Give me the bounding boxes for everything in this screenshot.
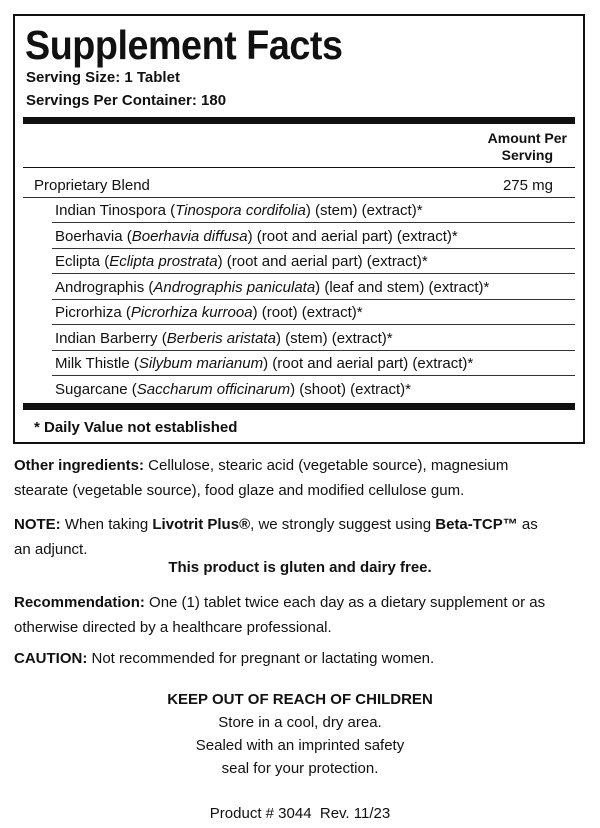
ingredient-row	[52, 351, 575, 376]
ingredient-row	[52, 224, 575, 249]
storage-line1: Store in a cool, dry area.	[218, 714, 382, 731]
note-adjunct: Beta-TCP™	[435, 516, 518, 533]
serving-size: Serving Size: 1 Tablet	[26, 69, 180, 86]
amount-header-line2: Serving	[501, 147, 553, 163]
ingredient-detail: ) (root and aerial part) (extract)*	[263, 355, 474, 372]
gluten-free-statement: This product is gluten and dairy free.	[168, 559, 432, 576]
storage-line2: Sealed with an imprinted safety	[195, 737, 405, 754]
ingredient-detail: ) (shoot) (extract)*	[290, 380, 411, 398]
ingredient-detail: ) (stem) (extract)*	[275, 329, 393, 347]
ingredient-detail: ) (root and aerial part) (extract)*	[247, 227, 458, 245]
blend-label: Proprietary Blend	[34, 177, 150, 194]
ingredient-row	[52, 377, 575, 402]
ingredient-latin: Andrographis paniculata	[153, 278, 316, 296]
ingredient-name: Boerhavia (	[55, 227, 132, 245]
ingredient-row	[52, 326, 575, 351]
ingredient-latin: Tinospora cordifolia	[175, 202, 306, 219]
other-ingredients-line2: stearate (vegetable source), food glaze and modified cellulose gum.	[14, 482, 465, 499]
thick-divider-bottom	[23, 403, 575, 410]
ingredient-detail: ) (root) (extract)*	[252, 304, 363, 321]
ingredient-name: Indian Tinospora (	[55, 202, 176, 219]
ingredient-name: Andrographis (	[55, 278, 154, 296]
ingredient-name: Picrorhiza (	[55, 304, 131, 321]
ingredient-row	[52, 275, 575, 300]
ingredient-detail: ) (leaf and stem) (extract)*	[315, 278, 490, 296]
ingredient-latin: Saccharum officinarum	[136, 380, 291, 398]
ingredient-name: Eclipta (	[55, 253, 110, 270]
ingredient-name: Sugarcane (	[55, 380, 137, 398]
keep-out-of-reach: KEEP OUT OF REACH OF CHILDREN	[167, 691, 433, 708]
ingredient-latin: Berberis aristata	[166, 329, 276, 347]
ingredient-name: Indian Barberry (	[55, 329, 167, 347]
recommendation-line1: One (1) tablet twice each day as a dietary supplement or as	[144, 594, 546, 611]
servings-per-container: Servings Per Container: 180	[26, 92, 227, 109]
storage-line3: seal for your protection.	[221, 760, 379, 777]
other-ingredients-label: Other ingredients:	[14, 457, 145, 474]
header-divider	[23, 167, 575, 168]
caution-paragraph	[14, 646, 588, 671]
note-text1: When taking	[60, 516, 153, 533]
recommendation-label: Recommendation:	[14, 594, 145, 611]
note-label: NOTE:	[14, 516, 61, 533]
note-paragraph	[14, 512, 588, 562]
recommendation-line2: otherwise directed by a healthcare professional.	[14, 619, 332, 636]
thick-divider-top	[23, 117, 575, 124]
daily-value-footnote: * Daily Value not established	[34, 419, 238, 436]
ingredient-latin: Eclipta prostrata	[109, 253, 218, 270]
note-product: Livotrit Plus®	[152, 516, 251, 533]
note-text2: , we strongly suggest using	[250, 516, 436, 533]
note-line2: an adjunct.	[14, 541, 88, 558]
facts-title: Supplement Facts	[25, 22, 343, 68]
other-ingredients	[14, 453, 588, 503]
ingredient-row	[52, 249, 575, 274]
blend-amount: 275 mg	[502, 177, 553, 194]
ingredient-row	[52, 198, 575, 223]
caution-label: CAUTION:	[14, 650, 88, 667]
ingredient-latin: Silybum marianum	[138, 355, 264, 372]
product-number: Product # 3044 Rev. 11/23	[209, 805, 391, 822]
recommendation-paragraph	[14, 590, 588, 640]
supplement-facts-panel	[13, 14, 585, 444]
other-ingredients-line1: Cellulose, stearic acid (vegetable source), magnesium	[144, 457, 509, 474]
amount-header-line1: Amount Per	[487, 130, 567, 146]
ingredient-latin: Boerhavia diffusa	[131, 227, 248, 245]
ingredient-detail: ) (stem) (extract)*	[305, 202, 423, 219]
ingredient-latin: Picrorhiza kurrooa	[130, 304, 253, 321]
amount-per-serving-header	[488, 130, 567, 164]
ingredient-row	[52, 300, 575, 325]
ingredient-detail: ) (root and aerial part) (extract)*	[217, 253, 428, 270]
ingredient-name: Milk Thistle (	[55, 355, 139, 372]
caution-text: Not recommended for pregnant or lactating women.	[87, 650, 435, 667]
blend-row	[23, 173, 575, 198]
note-text3: as	[517, 516, 538, 533]
